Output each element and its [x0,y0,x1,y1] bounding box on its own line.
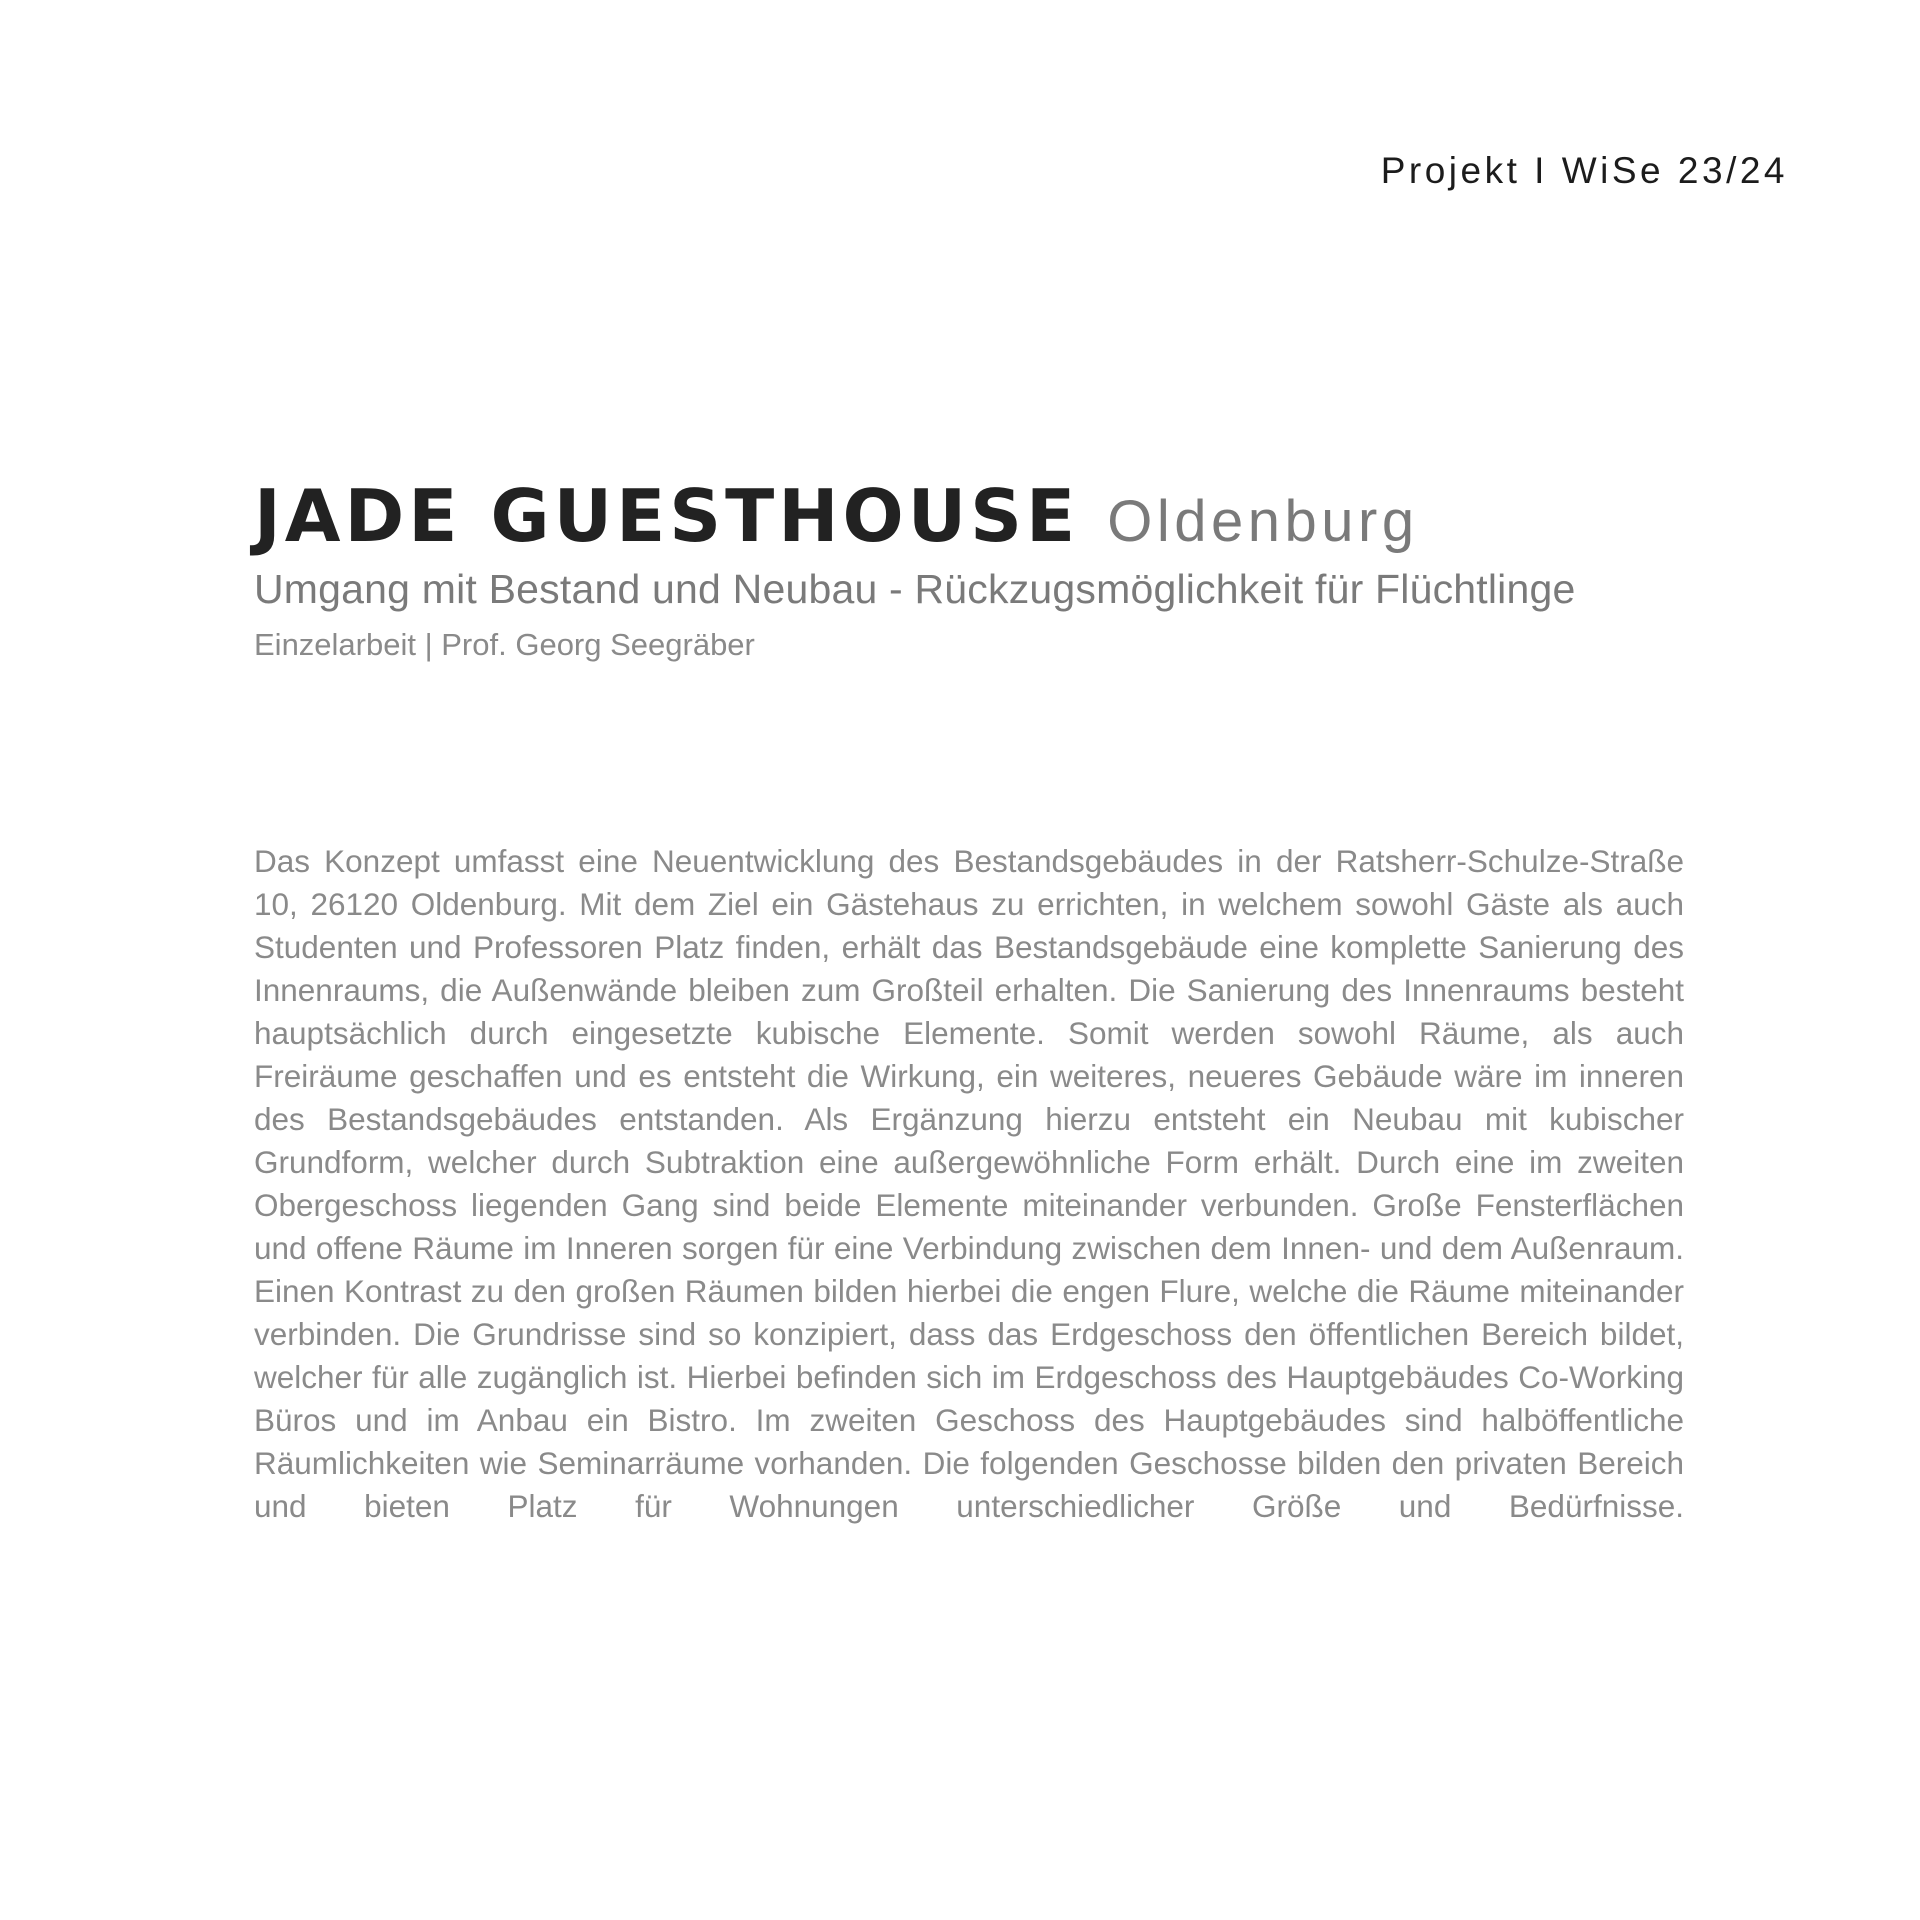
project-label: Projekt I WiSe 23/24 [1380,150,1788,191]
title-city: Oldenburg [1107,489,1419,554]
title-line [254,474,1694,558]
page-title: JADE GUESTHOUSE [254,474,1080,558]
byline: Einzelarbeit | Prof. Georg Seegräber [254,627,755,662]
body-paragraph: Das Konzept umfasst eine Neuentwicklung des Bestandsgebäudes in der Ratsherr-Schulze-Straße 10, 26120 Oldenburg. Mit dem Ziel ein Gästehaus zu errichten, in welchem sowohl Gäste als auch Studenten und Professoren Platz finden, erhält das Bestandsgebäude eine komplette Sanierung des Innenraums, die Außenwände bleiben zum Großteil erhalten. Die Sanierung des Innenraums besteht hauptsächlich durch eingesetzte kubische Elemente. Somit werden sowohl Räume, als auch Freiräume geschaffen und es entsteht die Wirkung, ein weiteres, neueres Gebäude wäre im inneren des Bestandsgebäudes entstanden. Als Ergänzung hierzu entsteht ein Neubau mit kubischer Grundform, welcher durch Subtraktion eine außergewöhnliche Form erhält. Durch eine im zweiten Obergeschoss liegenden Gang sind beide Elemente miteinander verbunden. Große Fensterflächen und offene Räume im Inneren sorgen für eine Verbindung zwischen dem Innen- und dem Außenraum. Einen Kontrast zu den großen Räumen bilden hierbei die engen Flure, welche die Räume miteinander verbinden. Die Grundrisse sind so konzipiert, dass das Erdgeschoss den öffentlichen Bereich bildet, welcher für alle zugänglich ist. Hierbei befinden sich im Erdgeschoss des Hauptgebäudes Co-Working Büros und im Anbau ein Bistro. Im zweiten Geschoss des Hauptgebäudes sind halböffentliche Räumlichkeiten wie Seminarräume vorhanden. Die folgenden Geschosse bilden den privaten Bereich und bieten Platz für Wohnungen unterschiedlicher Größe und Bedürfnisse. [254,843,1684,1524]
title-block [254,474,1694,663]
subtitle: Umgang mit Bestand und Neubau - Rückzugsmöglichkeit für Flüchtlinge [254,566,1576,612]
